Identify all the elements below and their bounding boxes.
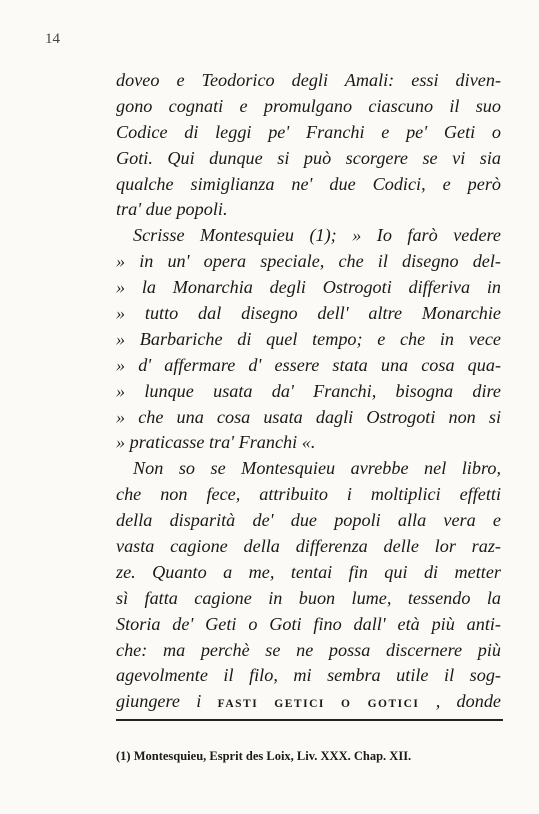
text-line: che: ma perchè se ne possa discernere più (116, 639, 501, 660)
text-line: » che una cosa usata dagli Ostrogoti non si (116, 406, 501, 427)
text-line: ze. Quanto a me, tentai fin qui di metter (116, 561, 501, 582)
footnote: (1) Montesquieu, Esprit des Loix, Liv. XXX. Chap. XII. (116, 749, 412, 763)
text-line: » d' affermare d' essere stata una cosa qua- (116, 354, 501, 375)
text-line: » in un' opera speciale, che il disegno del- (116, 251, 501, 272)
text-line (116, 689, 501, 715)
text-line: » lunque usata da' Franchi, bisogna dire (116, 380, 501, 401)
text-line: Scrisse Montesquieu (1); » Io farò vedere (133, 225, 501, 246)
text-line: doveo e Teodorico degli Amali: essi diven- (116, 70, 501, 90)
text-line: Goti. Qui dunque si può scorgere se vi sia (116, 147, 501, 168)
text-line: sì fatta cagione in buon lume, tessendo la (116, 587, 501, 608)
text-line: qualche simiglianza ne' due Codici, e però (116, 173, 501, 194)
text-line: che non fece, attribuito i moltiplici effetti (116, 484, 501, 505)
text-line: agevolmente il filo, mi sembra utile il sog- (116, 665, 501, 686)
body-text (116, 68, 501, 715)
text-line: Non so se Montesquieu avrebbe nel libro, (133, 458, 501, 479)
text-line: » praticasse tra' Franchi «. (116, 432, 316, 453)
text-line: gono cognati e promulgano ciascuno il suo (116, 95, 501, 116)
text-line: Codice di leggi pe' Franchi e pe' Geti o (116, 121, 501, 142)
text-line: » Barbariche di quel tempo; e che in vece (116, 328, 501, 349)
text-line: » la Monarchia degli Ostrogoti differiva in (116, 277, 501, 298)
text-line: Storia de' Geti o Goti fino dall' età più anti- (116, 613, 501, 634)
text-line: vasta cagione della differenza delle lor raz- (116, 536, 501, 557)
text-line-start: giungere i (116, 691, 202, 712)
text-line: della disparità de' due popoli alla vera e (116, 510, 501, 531)
text-line: tra' due popoli. (116, 199, 228, 220)
footnote-rule (116, 719, 503, 721)
page-number: 14 (45, 31, 60, 47)
smallcaps-title: FASTI GETICI O GOTICI (217, 698, 420, 711)
text-line: » tutto dal disegno dell' altre Monarchie (116, 303, 501, 324)
text-line-end: , donde (435, 691, 502, 712)
